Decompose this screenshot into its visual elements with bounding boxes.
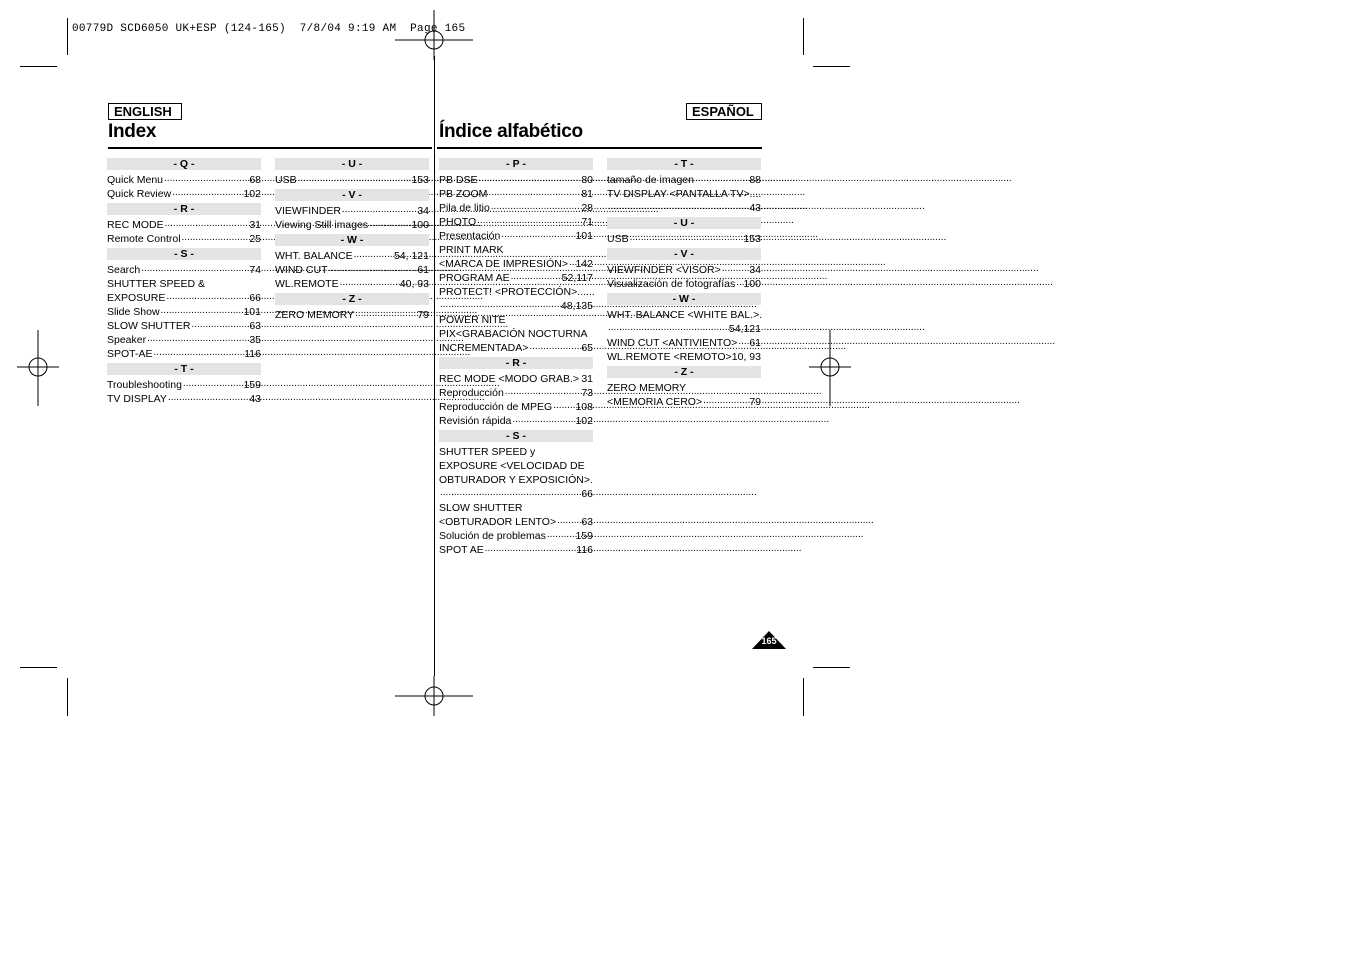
leader-dots bbox=[529, 341, 580, 355]
center-fold-line bbox=[434, 56, 435, 676]
section-heading: - T - bbox=[607, 158, 761, 170]
entry-term: PIX<GRABACIÓN NOCTURNA bbox=[439, 328, 588, 340]
leader-dots bbox=[369, 218, 410, 232]
entry-page-ref: 52,117 bbox=[561, 272, 593, 284]
entry-page-ref: 34 bbox=[417, 205, 429, 217]
index-entry bbox=[107, 232, 261, 246]
entry-term: VIEWFINDER bbox=[275, 205, 341, 217]
entry-page-ref: 159 bbox=[243, 379, 261, 391]
entry-page-ref: 43 bbox=[749, 202, 761, 214]
entry-term: <MEMORIA CERO> bbox=[607, 396, 703, 408]
entry-page-ref: 61 bbox=[417, 264, 429, 276]
section-heading: - Q - bbox=[107, 158, 261, 170]
index-entry bbox=[107, 305, 261, 319]
index-entry bbox=[607, 201, 761, 215]
index-entry bbox=[439, 445, 593, 459]
leader-dots bbox=[440, 487, 580, 501]
registration-mark-icon bbox=[17, 330, 61, 406]
entry-page-ref: 100 bbox=[411, 219, 429, 231]
section-heading: - S - bbox=[107, 248, 261, 260]
index-entry bbox=[439, 201, 593, 215]
leader-dots bbox=[147, 333, 248, 347]
entry-page-ref: 73 bbox=[581, 387, 593, 399]
leader-dots bbox=[340, 277, 399, 291]
entry-term: WL.REMOTE bbox=[275, 278, 339, 290]
leader-dots bbox=[491, 201, 581, 215]
crop-mark bbox=[20, 66, 57, 67]
entry-page-ref: 31 bbox=[249, 219, 261, 231]
index-entry bbox=[107, 277, 261, 291]
entry-page-ref: 116 bbox=[244, 348, 261, 360]
section-heading: - W - bbox=[275, 234, 429, 246]
index-entry bbox=[107, 218, 261, 232]
crop-mark bbox=[20, 667, 57, 668]
entry-page-ref: 61 bbox=[749, 337, 761, 349]
entry-term: WHT. BALANCE bbox=[275, 250, 353, 262]
index-entry bbox=[439, 243, 593, 257]
entry-term: Quick Review bbox=[107, 188, 172, 200]
index-entry bbox=[275, 263, 429, 277]
leader-dots bbox=[479, 173, 581, 187]
page-number-badge bbox=[752, 631, 786, 649]
title-rule-right bbox=[437, 147, 762, 149]
section-heading: - V - bbox=[607, 248, 761, 260]
crop-mark bbox=[803, 678, 804, 716]
entry-term: EXPOSURE <VELOCIDAD DE bbox=[439, 460, 585, 472]
entry-page-ref: 153 bbox=[411, 174, 429, 186]
entry-term: Remote Control bbox=[107, 233, 181, 245]
entry-page-ref: 35 bbox=[249, 334, 261, 346]
leader-dots bbox=[191, 319, 248, 333]
leader-dots bbox=[355, 308, 416, 322]
entry-page-ref: 153 bbox=[743, 233, 761, 245]
entry-page-ref: 159 bbox=[575, 530, 593, 542]
entry-page-ref: 71 bbox=[581, 216, 593, 228]
page-title-spanish: Índice alfabético bbox=[439, 121, 583, 142]
entry-page-ref: 48,135 bbox=[560, 300, 593, 312]
entry-page-ref: 63 bbox=[249, 320, 261, 332]
index-entry bbox=[439, 187, 593, 201]
leader-dots bbox=[703, 395, 748, 409]
entry-page-ref: . bbox=[759, 309, 763, 321]
entry-page-ref: 100 bbox=[743, 278, 761, 290]
entry-page-ref: 102 bbox=[575, 415, 593, 427]
entry-term: REC MODE <MODO GRAB.> bbox=[439, 373, 580, 385]
index-entry bbox=[439, 327, 593, 341]
entry-page-ref: 40, 93 bbox=[399, 278, 429, 290]
entry-page-ref: 43 bbox=[249, 393, 261, 405]
index-entry bbox=[107, 173, 261, 187]
entry-term: Slide Show bbox=[107, 306, 160, 318]
entry-page-ref: 102 bbox=[243, 188, 261, 200]
entry-term: TV DISPLAY bbox=[107, 393, 167, 405]
index-entry bbox=[439, 501, 593, 515]
entry-term: USB bbox=[607, 233, 629, 245]
index-entry bbox=[439, 341, 593, 355]
index-column-4 bbox=[607, 156, 761, 409]
index-entry bbox=[607, 232, 761, 246]
leader-dots bbox=[722, 263, 749, 277]
index-entry bbox=[439, 487, 593, 501]
leader-dots bbox=[547, 529, 575, 543]
index-entry bbox=[607, 381, 761, 395]
title-rule-left bbox=[108, 147, 432, 149]
leader-dots bbox=[168, 392, 248, 406]
entry-term: Reproducción de MPEG bbox=[439, 401, 553, 413]
entry-page-ref: 63 bbox=[581, 516, 593, 528]
entry-page-ref: 74 bbox=[249, 264, 261, 276]
section-heading: - U - bbox=[275, 158, 429, 170]
entry-term: WIND CUT bbox=[275, 264, 328, 276]
entry-page-ref: 108 bbox=[575, 401, 593, 413]
entry-page-ref: 116 bbox=[576, 544, 593, 556]
index-entry bbox=[439, 386, 593, 400]
entry-term: POWER NITE bbox=[439, 314, 506, 326]
leader-dots bbox=[342, 204, 416, 218]
entry-term: INCREMENTADA> bbox=[439, 342, 529, 354]
index-entry bbox=[107, 347, 261, 361]
index-column-1 bbox=[107, 156, 261, 406]
index-entry bbox=[439, 414, 593, 428]
index-entry bbox=[275, 249, 429, 263]
leader-dots bbox=[164, 173, 248, 187]
index-entry bbox=[439, 543, 593, 557]
print-header: 00779D SCD6050 UK+ESP (124-165) 7/8/04 9:19 AM Page 165 bbox=[72, 23, 466, 35]
entry-page-ref: ...... bbox=[577, 286, 595, 298]
entry-term: Viewing Still images bbox=[275, 219, 369, 231]
index-entry bbox=[607, 350, 761, 364]
entry-page-ref: 66 bbox=[581, 488, 593, 500]
leader-dots bbox=[183, 378, 243, 392]
index-entry bbox=[439, 529, 593, 543]
index-entry bbox=[439, 215, 593, 229]
leader-dots bbox=[630, 232, 743, 246]
index-entry bbox=[607, 187, 761, 201]
entry-term: SLOW SHUTTER bbox=[107, 320, 191, 332]
entry-term: Search bbox=[107, 264, 141, 276]
entry-page-ref: 66 bbox=[249, 292, 261, 304]
leader-dots bbox=[166, 291, 248, 305]
entry-term: ZERO MEMORY bbox=[275, 309, 355, 321]
crop-mark bbox=[813, 66, 850, 67]
entry-term: Pila de litio bbox=[439, 202, 490, 214]
index-entry bbox=[607, 308, 761, 322]
leader-dots bbox=[440, 299, 560, 313]
registration-mark-icon bbox=[395, 676, 475, 716]
entry-term: EXPOSURE bbox=[107, 292, 166, 304]
index-column-2 bbox=[275, 156, 429, 322]
entry-term: PRINT MARK bbox=[439, 244, 504, 256]
leader-dots bbox=[553, 400, 574, 414]
leader-dots bbox=[501, 229, 574, 243]
entry-term: REC MODE bbox=[107, 219, 164, 231]
espanol-label: ESPAÑOL bbox=[686, 103, 762, 120]
entry-page-ref: 10, 93 bbox=[731, 351, 761, 363]
index-entry bbox=[275, 204, 429, 218]
index-entry bbox=[607, 322, 761, 336]
entry-page-ref: 31 bbox=[581, 373, 593, 385]
section-heading: - Z - bbox=[275, 293, 429, 305]
index-entry bbox=[107, 333, 261, 347]
entry-term: ZERO MEMORY bbox=[607, 382, 687, 394]
entry-term: <OBTURADOR LENTO> bbox=[439, 516, 557, 528]
entry-term: TV DISPLAY <PANTALLA TV> bbox=[607, 188, 750, 200]
leader-dots bbox=[505, 386, 581, 400]
index-column-3 bbox=[439, 156, 593, 557]
entry-page-ref: 34 bbox=[749, 264, 761, 276]
entry-term: Solución de problemas bbox=[439, 530, 546, 542]
section-heading: - Z - bbox=[607, 366, 761, 378]
leader-dots bbox=[695, 173, 748, 187]
entry-term: Speaker bbox=[107, 334, 147, 346]
entry-page-ref: 79 bbox=[749, 396, 761, 408]
entry-term: Visualización de fotografías bbox=[607, 278, 736, 290]
crop-mark bbox=[67, 678, 68, 716]
index-entry bbox=[607, 277, 761, 291]
crop-mark bbox=[67, 18, 68, 55]
leader-dots bbox=[172, 187, 242, 201]
page-title-english: Index bbox=[108, 121, 157, 142]
leader-dots bbox=[511, 271, 561, 285]
entry-page-ref: 101 bbox=[575, 230, 593, 242]
page-number: 165 bbox=[761, 636, 777, 646]
entry-page-ref: 54,121 bbox=[728, 323, 761, 335]
leader-dots bbox=[354, 249, 393, 263]
entry-term: PROGRAM AE bbox=[439, 272, 510, 284]
index-entry bbox=[107, 263, 261, 277]
index-entry bbox=[107, 187, 261, 201]
crop-mark bbox=[803, 18, 804, 55]
index-entry bbox=[275, 308, 429, 322]
section-heading: - P - bbox=[439, 158, 593, 170]
entry-term: <MARCA DE IMPRESIÓN> bbox=[439, 258, 568, 270]
index-entry bbox=[439, 285, 593, 299]
entry-page-ref: 68 bbox=[249, 174, 261, 186]
section-heading: - V - bbox=[275, 189, 429, 201]
leader-dots bbox=[736, 277, 742, 291]
leader-dots bbox=[298, 173, 411, 187]
index-entry bbox=[439, 372, 593, 386]
index-entry bbox=[275, 173, 429, 187]
entry-page-ref: 25 bbox=[249, 233, 261, 245]
entry-term: PB ZOOM bbox=[439, 188, 488, 200]
index-entry bbox=[107, 319, 261, 333]
section-heading: - R - bbox=[439, 357, 593, 369]
entry-page-ref: . bbox=[590, 474, 593, 486]
leader-dots bbox=[329, 263, 417, 277]
index-entry bbox=[439, 459, 593, 473]
section-heading: - R - bbox=[107, 203, 261, 215]
leader-dots bbox=[165, 218, 249, 232]
leader-dots bbox=[477, 215, 580, 229]
section-heading: - U - bbox=[607, 217, 761, 229]
entry-page-ref: 54, 121 bbox=[393, 250, 429, 262]
index-entry bbox=[439, 473, 593, 487]
entry-term: Troubleshooting bbox=[107, 379, 182, 391]
entry-term: SHUTTER SPEED & bbox=[107, 278, 206, 290]
index-entry bbox=[607, 395, 761, 409]
entry-term: SPOT-AE bbox=[107, 348, 153, 360]
entry-term: PHOTO bbox=[439, 216, 477, 228]
entry-page-ref: 28 bbox=[581, 202, 593, 214]
index-entry bbox=[107, 291, 261, 305]
entry-term: WIND CUT <ANTIVIENTO> bbox=[607, 337, 738, 349]
index-entry bbox=[607, 173, 761, 187]
entry-term: PROTECT! <PROTECCIÓN> bbox=[439, 286, 578, 298]
leader-dots bbox=[608, 201, 748, 215]
index-entry bbox=[439, 400, 593, 414]
index-entry bbox=[439, 299, 593, 313]
entry-page-ref: 79 bbox=[417, 309, 429, 321]
index-entry bbox=[607, 263, 761, 277]
leader-dots bbox=[141, 263, 248, 277]
index-entry bbox=[439, 257, 593, 271]
leader-dots bbox=[485, 543, 576, 557]
entry-page-ref: 65 bbox=[581, 342, 593, 354]
entry-term: Reproducción bbox=[439, 387, 504, 399]
entry-term: PB DSE bbox=[439, 174, 478, 186]
entry-term: VIEWFINDER <VISOR> bbox=[607, 264, 721, 276]
entry-page-ref: 101 bbox=[243, 306, 261, 318]
leader-dots bbox=[557, 515, 580, 529]
section-heading: - W - bbox=[607, 293, 761, 305]
entry-page-ref: 80 bbox=[581, 174, 593, 186]
index-entry bbox=[439, 515, 593, 529]
index-entry bbox=[107, 378, 261, 392]
index-entry bbox=[439, 271, 593, 285]
leader-dots bbox=[738, 336, 748, 350]
entry-term: WL.REMOTE <REMOTO> bbox=[607, 351, 732, 363]
index-entry bbox=[275, 277, 429, 291]
entry-page-ref: 81 bbox=[581, 188, 593, 200]
entry-term: SHUTTER SPEED y bbox=[439, 446, 536, 458]
section-heading: - S - bbox=[439, 430, 593, 442]
english-label: ENGLISH bbox=[108, 103, 182, 120]
entry-page-ref: 88 bbox=[749, 174, 761, 186]
entry-page-ref: .... bbox=[749, 188, 762, 200]
leader-dots bbox=[512, 414, 574, 428]
index-entry bbox=[439, 173, 593, 187]
leader-dots bbox=[569, 257, 575, 271]
section-heading: - T - bbox=[107, 363, 261, 375]
entry-term: USB bbox=[275, 174, 297, 186]
leader-dots bbox=[608, 322, 728, 336]
leader-dots bbox=[182, 232, 249, 246]
entry-term: Quick Menu bbox=[107, 174, 164, 186]
entry-term: Revisión rápida bbox=[439, 415, 512, 427]
index-entry bbox=[275, 218, 429, 232]
entry-term: SPOT AE bbox=[439, 544, 484, 556]
entry-page-ref: 142 bbox=[575, 258, 593, 270]
leader-dots bbox=[161, 305, 243, 319]
entry-term: tamaño de imagen bbox=[607, 174, 694, 186]
entry-term: Presentación bbox=[439, 230, 501, 242]
index-entry bbox=[439, 229, 593, 243]
entry-term: SLOW SHUTTER bbox=[439, 502, 523, 514]
leader-dots bbox=[488, 187, 580, 201]
crop-mark bbox=[813, 667, 850, 668]
index-entry bbox=[439, 313, 593, 327]
index-entry bbox=[107, 392, 261, 406]
entry-term: WHT. BALANCE <WHITE BAL.> bbox=[607, 309, 760, 321]
index-entry bbox=[607, 336, 761, 350]
leader-dots bbox=[154, 347, 244, 361]
registration-mark-icon bbox=[395, 10, 475, 60]
entry-term: OBTURADOR Y EXPOSICIÓN> bbox=[439, 474, 591, 486]
